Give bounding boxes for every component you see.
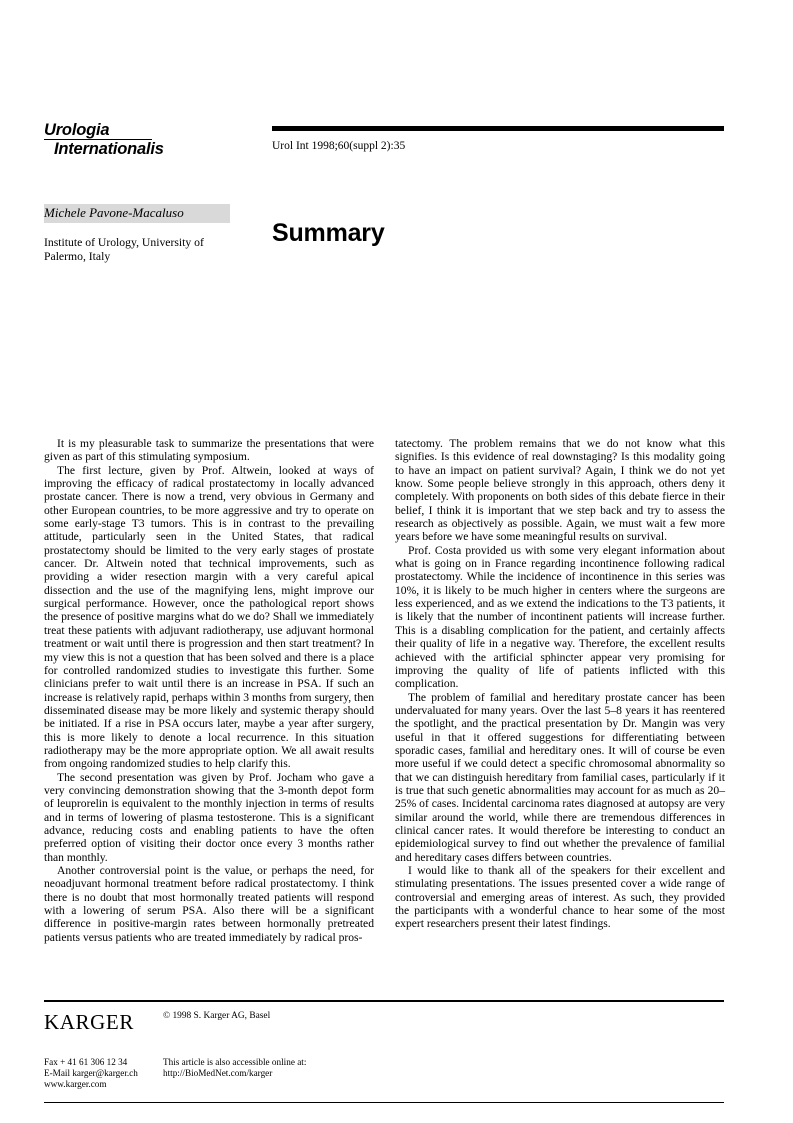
fax-line: Fax + 41 61 306 12 34 <box>44 1057 128 1067</box>
email-line[interactable]: E-Mail karger@karger.ch <box>44 1068 138 1079</box>
journal-logo <box>44 122 174 157</box>
copyright-line: © 1998 S. Karger AG, Basel <box>163 1011 271 1021</box>
online-url[interactable]: http://BioMedNet.com/karger <box>163 1068 273 1079</box>
header-rule <box>272 126 724 131</box>
journal-logo-line1: Urologia <box>44 122 152 140</box>
paragraph: The first lecture, given by Prof. Altwein, looked at ways of improving the efficacy of radical prostatectomy in locally advanced prostate cancer. There is now a trend, very obvious in Germany and other European countries, to be more aggressive and try to operate on some early-stage T3 tumors. This is in contrast to the prevailing attitude, particularly seen in the United States, that radical prostatectomy should be limited to the very early stages of prostate cancer. Dr. Altwein noted that technical improvements, such as providing a wider resection margin with a very careful apical dissection and the use of the magnifying lens, might improve our surgical performance. However, once the pathological report shows the presence of positive margins what do we do? Shall we immediately treat these patients with adjuvant radiotherapy, use adjuvant hormonal treatment or wait until there is progression and then start treatment? In my view this is not a question that has been solved and there is a place for controlled randomized studies to investigate this further. Some clinicians prefer to wait until there is an increase in PSA. If such an increase is relatively rapid, perhaps within 3 months from surgery, then disseminated disease may be more likely and systemic therapy should be initiated. If a rise in PSA occurs later, maybe a year after surgery, this is more likely to denote a local recurrence. In this situation radiotherapy may be the more appropriate option. We all await results from ongoing randomized studies to help clarify this. <box>44 463 375 771</box>
paragraph: I would like to thank all of the speakers for their excellent and stimulating presentations. The issues presented cover a wide range of controversial and emerging areas of interest. As such, they provided the participants with a wonderful chance to hear some of the most expert researchers present their latest findings. <box>395 864 725 931</box>
publisher-contact <box>44 1057 138 1091</box>
paragraph: It is my pleasurable task to summarize the presentations that were given as part of this stimulating symposium. <box>44 437 374 464</box>
online-note-text: This article is also accessible online at: <box>163 1057 307 1067</box>
online-access-note <box>163 1057 306 1079</box>
author-name: Michele Pavone-Macaluso <box>44 205 184 220</box>
author-affiliation: Institute of Urology, University of Palermo, Italy <box>44 236 204 263</box>
citation-line: Urol Int 1998;60(suppl 2):35 <box>272 140 406 152</box>
paragraph: Prof. Costa provided us with some very elegant information about what is going on in France regarding incontinence following radical prostatectomy. While the incidence of incontinence in this series was 10%, it is likely to be much higher in centers where the surgeons are less experienced, and as we extend the indications to the T3 patients, it is likely that the number of incontinent patients will increase further. This is a disabling complication for the patient, and certainly affects their quality of life in a negative way. Therefore, the excellent results achieved with the artificial sphincter appear very promising for improving the quality of life of patients inflicted with this complication. <box>395 543 725 691</box>
journal-logo-line2: Internationalis <box>54 140 164 158</box>
body-column-right <box>395 437 725 931</box>
paragraph: The problem of familial and hereditary prostate cancer has been undervaluated for many years. Over the last 5–8 years it has reentered the spotlight, and the practical presentation by Dr. Mangin was very useful in that it offered suggestions for differentiating between sporadic cases, familial and hereditary ones. It will of course be even more useful if we could detect a specific chromosomal abnormality so that we can distinguish hereditary from familial cases, particularly if it is true that such genetic abnormalities may account for as much as 20–25% of cases. Incidental carcinoma rates diagnosed at autopsy are very similar around the world, while there are tremendous differences in clinical cancer rates. It would therefore be interesting to conduct an epidemiological survey to find out whether the prevalence of familial and hereditary cases differs between countries. <box>395 690 725 864</box>
footer-bottom-rule <box>44 1102 724 1103</box>
page-title: Summary <box>272 218 385 247</box>
paragraph: tatectomy. The problem remains that we do not know what this signifies. Is this evidence of real downstaging? Is this modality going to have an impact on patient survival? Again, I think we do not yet know. Some people believe strongly in this approach, others deny it completely. With proponents on both sides of this debate fierce in their belief, I think it is important that we step back and try to assess the research as objectively as possible. Again, we must wait a few more years before we have some meaningful results on survival. <box>395 437 725 544</box>
paragraph: The second presentation was given by Prof. Jocham who gave a very convincing demonstration showing that the 3-month depot form of leuprorelin is equivalent to the monthly injection in terms of results and in terms of lowering of plasma testosterone. This is a significant advance, reducing costs and enabling patients to have the often preferred option of visiting their doctor once every 3 months rather than monthly. <box>44 770 374 864</box>
body-column-left <box>44 437 374 944</box>
website-line[interactable]: www.karger.com <box>44 1079 107 1090</box>
publisher-logo: KARGER <box>44 1010 134 1034</box>
paragraph: Another controversial point is the value, or perhaps the need, for neoadjuvant hormonal treatment before radical prostatectomy. I think there is no doubt that most hormonally treated patients will respond with a lowering of serum PSA. Also there will be a significant difference in positive-margin rates between hormonally pretreated patients versus patients who are treated immediately by radical pros- <box>44 864 374 944</box>
footer-rule <box>44 1000 724 1002</box>
